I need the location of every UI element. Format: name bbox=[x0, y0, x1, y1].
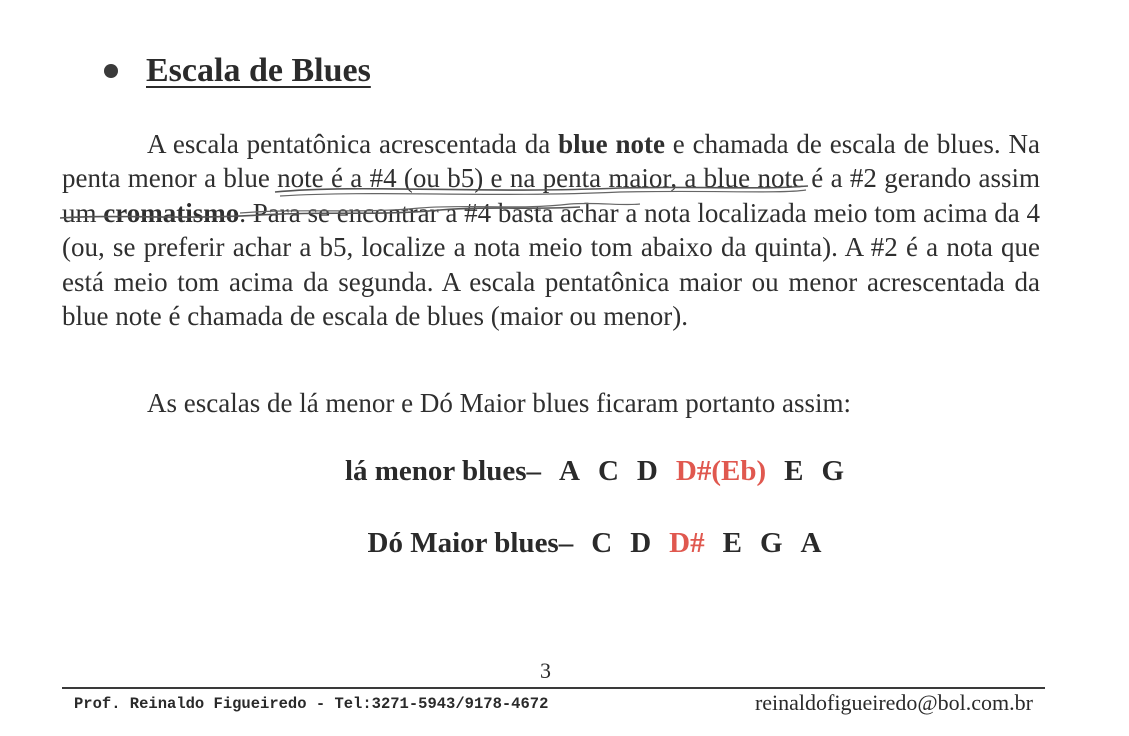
scale-label: lá menor blues– bbox=[344, 455, 542, 487]
paragraph-text-1: A escala pentatônica acrescentada da bbox=[147, 129, 559, 159]
note-highlighted: D#(Eb) bbox=[675, 455, 767, 487]
section-title: Escala de Blues bbox=[146, 52, 371, 89]
note-highlighted: D# bbox=[669, 527, 705, 559]
scale-la-menor-blues bbox=[0, 455, 1129, 488]
note: G bbox=[759, 527, 783, 559]
scale-do-maior-blues bbox=[0, 527, 1129, 560]
paragraph-blues-explanation bbox=[62, 127, 1040, 333]
paragraph-bold-cromatismo: cromatismo bbox=[103, 197, 240, 228]
footer-author: Prof. Reinaldo Figueiredo - Tel:3271-5943/9178-4672 bbox=[74, 695, 549, 713]
note: A bbox=[800, 527, 822, 559]
paragraph-bold-blue-note: blue note bbox=[558, 129, 665, 159]
footer-email: reinaldofigueiredo@bol.com.br bbox=[754, 690, 1033, 715]
note: C bbox=[597, 455, 619, 487]
paragraph-text-2: e chamada de escala de blues. Na penta menor a blue note é a #4 (ou b5) e na penta maior, a blue note é a #2 gerando assim um bbox=[62, 129, 1041, 228]
page-number: 3 bbox=[540, 658, 551, 683]
scale-label: Dó Maior blues– bbox=[367, 527, 574, 559]
note: C bbox=[591, 527, 613, 559]
footer-divider bbox=[62, 687, 1045, 689]
paragraph-text-3: . Para se encontrar a #4 basta achar a nota localizada meio tom acima da 4 (ou, se preferir achar a b5, localize a nota meio tom abaixo da quinta). A #2 é a nota que está meio tom acima da segunda. A escala pentatônica maior ou menor acrescentada da blue note é chamada de escala de blues (maior ou menor). bbox=[62, 197, 1040, 332]
paragraph-scales-intro: As escalas de lá menor e Dó Maior blues ficaram portanto assim: bbox=[147, 388, 852, 418]
note: G bbox=[821, 455, 845, 487]
note: D bbox=[636, 455, 658, 487]
note: D bbox=[630, 527, 652, 559]
note: A bbox=[559, 455, 580, 487]
note: E bbox=[722, 527, 742, 559]
section-heading bbox=[104, 52, 371, 90]
note: E bbox=[784, 455, 804, 487]
bullet-icon bbox=[104, 64, 118, 78]
